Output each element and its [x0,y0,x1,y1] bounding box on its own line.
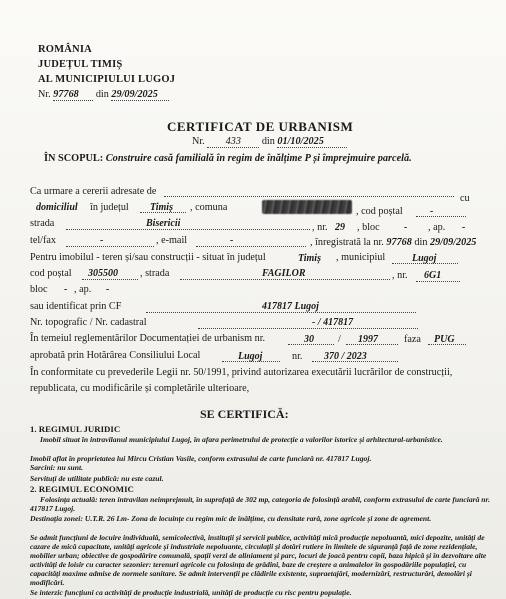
property-nr-label: , nr. [392,270,408,281]
registration-number: 97768 [53,89,93,101]
request-nr-label: , nr. [312,222,328,233]
county-name: JUDEȚUL TIMIȘ [38,59,123,70]
regulation-year: 1997 [358,334,378,345]
legal-regime-p4: Servituți de utilitate publică: nu este cazul. [30,474,164,483]
purpose-line [44,153,412,164]
legal-regime-p2: Imobil aflat în proprietatea lui Mircu Cristian Vasile, conform extrasului de carte funciară nr. 417817 Lugoj. [30,454,372,463]
request-ap-label: , ap. [428,222,446,233]
request-registered-label: , înregistrată la nr. 97768 din 29/09/2025 [310,237,477,248]
certificate-title: CERTIFICAT DE URBANISM [167,119,354,134]
request-registered-date: 29/09/2025 [429,237,477,248]
economic-regime-p2: Destinația zonei: U.T.R. 26 Lm- Zona de locuințe cu regim mic de înălțime, cu densitate rară, zone agricole și zone de agrement. [30,514,432,523]
request-tel-value: - [100,235,104,246]
property-bloc-label: bloc [30,284,48,295]
purpose-label: ÎN SCOPUL: [44,153,104,164]
economic-regime-p1: Folosința actuală: teren intravilan neimprejmuit, în suprafață de 302 mp, categoria de folosință arabil, conform extrasului de carte funciară nr. 417817 Lugoj. [30,495,490,514]
request-nr-value: 29 [335,222,345,233]
property-municipality-value: Lugoj [412,253,437,264]
country-name: ROMÂNIA [38,44,92,55]
request-postal-label: , cod poștal [356,206,403,217]
cf-value: 417817 Lugoj [262,301,319,312]
request-ap-value: - [462,222,466,233]
law-text-line1: În conformitate cu prevederile Legii nr. 50/1991, privind autorizarea executării lucrărilor de construcții, [30,367,453,378]
request-county-value: Timiș [150,202,173,213]
request-tel-label: tel/fax [30,235,57,246]
property-postal-value: 305500 [88,268,118,279]
property-street-label: , strada [140,268,170,279]
property-street-value: FAGILOR [262,268,306,279]
request-intro: Ca urmare a cererii adresate de [30,186,157,197]
faza-label: faza [404,334,421,345]
topo-value: - / 417817 [312,317,354,328]
property-nr-value: 6G1 [424,270,442,281]
redacted-applicant-name [262,200,352,214]
regulation-number: 30 [304,334,314,345]
property-postal-label: cod poștal [30,268,72,279]
request-street-value: Bisericii [146,218,181,229]
certificate-date: 01/10/2025 [277,136,347,148]
registration-date: 29/09/2025 [111,89,169,101]
legal-regime-p1: Imobil situat în intravilanul municipiului Lugoj, în afara perimetrului de protecție a valorilor istorice și arhitectural-urbanistice. [40,435,443,444]
council-value: Lugoj [238,351,263,362]
domicile-value: domiciliul [36,202,78,213]
registration-line: Nr. 97768 din 29/09/2025 [38,89,169,101]
regulation-label: În temeiul reglementărilor Documentației de urbanism nr. [30,333,266,344]
purpose-text: Construire casă familială în regim de înălțime P și împrejmuire parcelă. [105,153,412,164]
certificate-number: 433 [207,136,259,148]
property-intro: Pentru imobilul - teren și/sau construcții - situat în județul [30,252,266,263]
property-municipality-label: , municipiul [336,252,386,263]
request-registered-no: 97768 [386,237,412,248]
certificate-number-line: Nr. 433 din 01/10/2025 [192,136,347,148]
property-county-value: Timiș [298,253,321,264]
approved-label: aprobată prin Hotărârea Consiliului Local [30,350,201,361]
property-bloc-value: - [64,284,68,295]
request-postal-value: - [430,206,434,217]
request-county-label: în județul [90,202,129,213]
request-cu: cu [460,193,470,204]
property-ap-label: , ap. [74,284,92,295]
faza-value: PUG [434,334,455,345]
economic-regime-p3: Se admit funcțiuni de locuire individuală, semicolectivă, instituții și servicii publice, activități mică producție nepoluantă, mici depozite, unități de cazare de mică capacitate, unități agricole și industriale nepoluante, circulații și dotări rutiere în limitele de siguranță față de zone rezidențiale, mobilier urban; obiective de gospodărire comunală, spații verzi de aliniament și parc, locuri de joacă pentru copii, baza hipică și în dezvoltare alte activități de loisir cu caracter sezonier: terenuri agricole cu folosința de grădini, baze de creștere a animalelor în gospodăriile populației, cu capacități maxime admise de normele sanitare. Se admit intervenții pe clădirile existente, supraetajări, modernizări, restructurări, demolări și modificări. [30,533,487,588]
request-bloc-label: , bloc [357,222,380,233]
property-ap-value: - [106,284,110,295]
certify-heading: SE CERTIFICĂ: [200,407,289,421]
cf-label: sau identificat prin CF [30,301,122,312]
municipality-name: AL MUNICIPIULUI LUGOJ [38,74,176,85]
hcl-nr-label: nr. [292,351,303,362]
topo-label: Nr. topografic / Nr. cadastral [30,317,147,328]
request-street-label: strada [30,218,55,229]
request-commune-label: , comuna [190,202,228,213]
legal-regime-p3: Sarcini: nu sunt. [30,463,83,472]
request-email-label: , e-mail [156,235,188,246]
request-bloc-value: - [404,222,408,233]
legal-regime-title: 1. REGIMUL JURIDIC [30,424,121,434]
economic-regime-title: 2. REGIMUL ECONOMIC [30,484,134,494]
law-text-line2: republicata, cu modificările și completările ulterioare, [30,383,250,394]
request-email-value: - [230,235,234,246]
hcl-value: 370 / 2023 [324,351,367,362]
economic-regime-p4: Se interzic funcțiuni ca activități de producție industrială, unități de producție cu risc pentru populație. [30,588,352,597]
certificate-page: ROMÂNIA JUDEȚUL TIMIȘ AL MUNICIPIULUI LUGOJ Nr. 97768 din 29/09/2025 CERTIFICAT DE URBANISM Nr. 433 din 01/10/2025 ÎN SCOPUL: Construire casă familială în regim de înălțime P și împrejmuire parcelă. Ca urmare a cererii adresate de cu domiciliul în județul Timiș , comuna , cod poștal - strada Bisericii , nr. 29 , bloc - , ap. - tel/fax - , e-mail - , înregistrată la nr. 97768 din 29/09/2025 Pentru imobilul - teren și/sau construcții - situat în județul Timiș , municipiul Lugoj cod poștal 305500 , strada FAGILOR , nr. 6G1 bloc - , ap. - sau identificat prin CF 417817 Lugoj Nr. topografic / Nr. cadastral - / 417817 În temeiul reglementărilor Documentației de urbanism nr. 30 / 1997 faza PUG aprobată prin Hotărârea Consiliului Local Lugoj nr. 370 / 2023 În conformitate cu prevederile Legii nr. 50/1991, privind autorizarea executării lucrărilor de construcții, republicata, cu modificările și completările ulterioare, SE CERTIFICĂ: 1. REGIMUL JURIDIC Imobil situat în intravilanul municipiului Lugoj, în afara perimetrului de protecție a valorilor istorice și arhitectural-urbanistice. Imobil aflat în proprietatea lui Mircu Cristian Vasile, conform extrasului de carte funciară nr. 417817 Lugoj. Sarcini: nu sunt. Servituți de utilitate publică: nu este cazul. 2. REGIMUL ECONOMIC Folosința actuală: teren intravilan neimprejmuit, în suprafață de 302 mp, categoria de folosință arabil, conform extrasului de carte funciară nr. 417817 Lugoj. Destinația zonei: U.T.R. 26 Lm- Zona de locuințe cu regim mic de înălțime, cu densitate rară, zone agricole și zone de agrement. Se admit funcțiuni de locuire individuală, semicolectivă, instituții și servicii publice, activități mică producție nepoluantă, mici depozite, unități de cazare de mică capacitate, unități agricole și industriale nepoluante, circulații și dotări rutiere în limitele de siguranță față de zone rezidențiale, mobilier urban; obiective de gospodărire comunală, spații verzi de aliniament și parc, locuri de joacă pentru copii, baza hipică și în dezvoltare alte activități de loisir cu caracter sezonier: terenuri agricole cu folosința de grădini, baze de creștere a animalelor în gospodăriile populației, cu capacități maxime admise de normele sanitare. Se admit intervenții pe clădirile existente, supraetajări, modernizări, restructurări, demolări și modificări. Se interzic funcțiuni ca activități de producție industrială, unități de producție cu risc pentru populație. [0,0,506,599]
